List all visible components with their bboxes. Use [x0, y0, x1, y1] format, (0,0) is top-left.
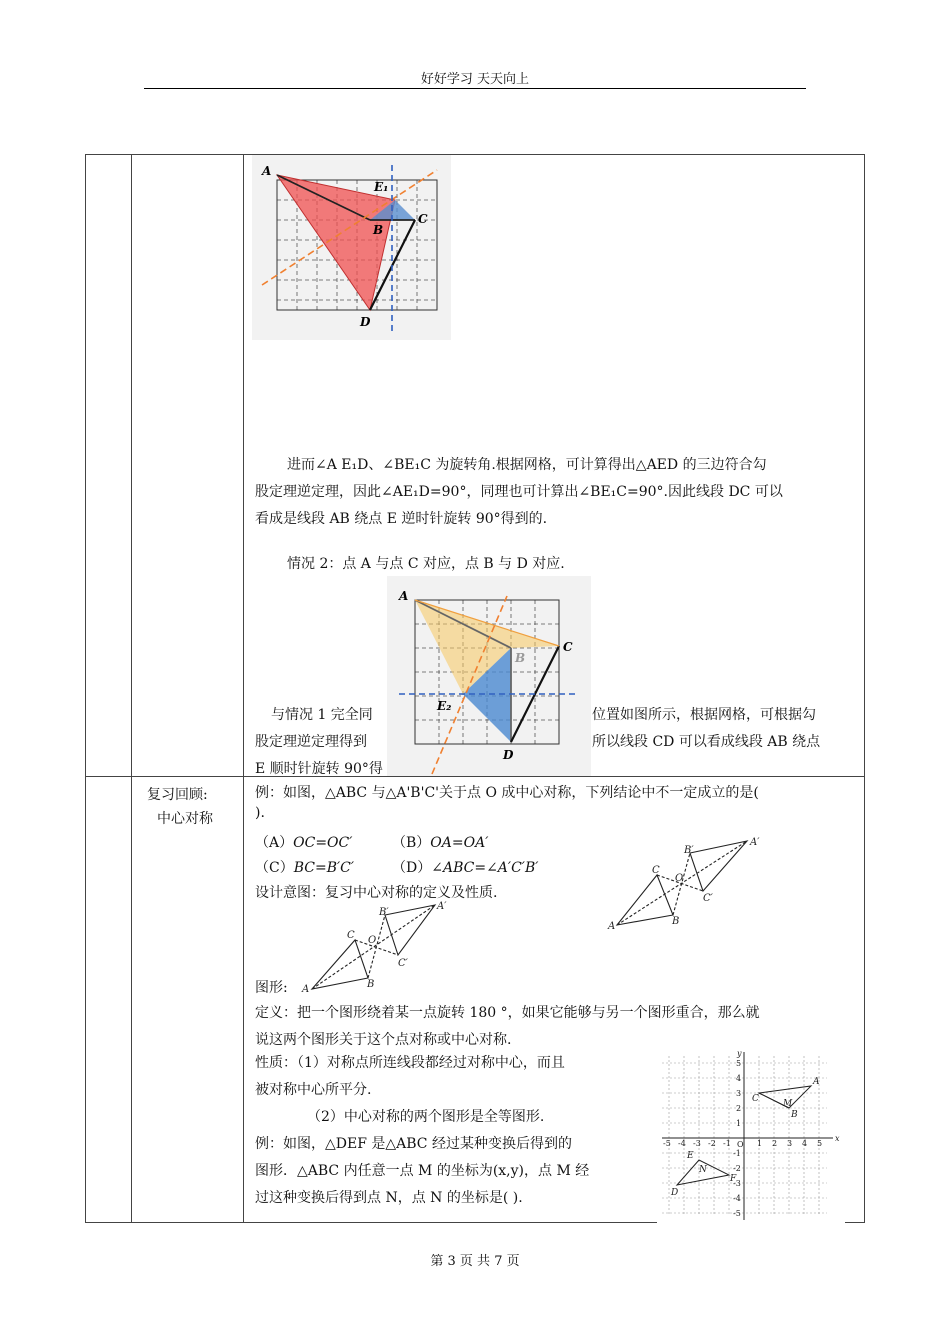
svg-text:O: O — [368, 935, 377, 946]
row-divider — [86, 776, 864, 777]
case2-text: 情况 2：点 A 与点 C 对应，点 B 与 D 对应. — [287, 556, 565, 572]
fig2-label-e2: E₂ — [437, 699, 452, 713]
property-text: 性质：（1）对称点所连线段都经过对称中心，而且 被对称中心所平分. （2）中心对称的两个图形是全等图形. 例：如图，△DEF 是△ABC 经过某种变换后得到的 图形．△ABC 内任意一点 M 的坐标为(x,y)，点 M 经 过这种变换后得到点 N，点 N 的坐标是( ). — [255, 1055, 590, 1206]
example1-question-end: ). — [255, 805, 265, 821]
fig1-label-b: B — [373, 223, 384, 237]
svg-text:-5: -5 — [733, 1209, 741, 1218]
svg-text:-1: -1 — [723, 1139, 731, 1148]
symmetry-figure-right — [600, 833, 770, 933]
svg-text:-4: -4 — [733, 1194, 741, 1203]
paragraph-rotation-angle: 进而∠A E₁D、∠BE₁C 为旋转角.根据网格，可计算得出△AED 的三边符合勾 股定理逆定理，因此∠AE₁D=90°，同理也可计算出∠BE₁C=90°.因此线段 DC 可以 看成是线段 AB 绕点 E 逆时针旋转 90°得到的. — [255, 457, 783, 527]
svg-text:A: A — [813, 1077, 820, 1087]
svg-text:y: y — [737, 1049, 742, 1058]
svg-text:A: A — [608, 921, 616, 932]
svg-text:3: 3 — [736, 1089, 742, 1098]
svg-text:B′: B′ — [684, 845, 694, 856]
svg-text:N: N — [699, 1165, 707, 1175]
rotation-figure-1 — [252, 155, 451, 340]
svg-text:O: O — [737, 1140, 744, 1149]
svg-text:-4: -4 — [678, 1139, 686, 1148]
svg-text:A′: A′ — [437, 901, 447, 912]
svg-text:-3: -3 — [693, 1139, 701, 1148]
svg-text:E: E — [687, 1151, 694, 1161]
fig1-label-e1: E₁ — [374, 180, 389, 194]
svg-text:1: 1 — [736, 1119, 742, 1128]
svg-text:4: 4 — [736, 1074, 742, 1083]
header-rule — [144, 88, 806, 89]
fig2-label-c: C — [563, 640, 573, 654]
svg-text:x: x — [835, 1134, 840, 1143]
example1-question: 例：如图，△ABC 与△A'B'C'关于点 O 成中心对称，下列结论中不一定成立的是( — [255, 785, 759, 801]
col-divider-2 — [243, 155, 244, 1222]
symmetry-figure-left — [300, 900, 460, 995]
svg-text:5: 5 — [817, 1139, 823, 1148]
svg-text:C′: C′ — [703, 893, 713, 904]
svg-text:B: B — [367, 979, 375, 990]
fig2-label-b: B — [515, 651, 526, 665]
svg-text:C: C — [752, 1094, 759, 1104]
section-label-line1: 复习回顾: — [147, 787, 208, 803]
svg-text:C′: C′ — [398, 958, 408, 969]
fig2-label-a: A — [399, 589, 409, 603]
svg-text:2: 2 — [772, 1139, 778, 1148]
svg-text:M: M — [783, 1099, 793, 1109]
paragraph-case2-right: 位置如图所示，根据网格，可根据勾 所以线段 CD 可以看成线段 AB 绕点 — [592, 707, 821, 750]
paragraph-case2-left: 与情况 1 完全同 股定理逆定理得到 E 顺时针旋转 90°得 — [255, 707, 383, 777]
fig1-label-a: A — [262, 164, 272, 178]
svg-text:O: O — [675, 873, 684, 884]
design-intent: 设计意图：复习中心对称的定义及性质. — [255, 885, 498, 901]
svg-text:5: 5 — [736, 1059, 742, 1068]
page-header: 好好学习 天天向上 — [420, 72, 530, 87]
rotation-figure-2 — [387, 576, 591, 776]
section-label-line2: 中心对称 — [157, 811, 213, 827]
option-d: （D）∠ABC=∠A′C′B′ — [392, 860, 539, 876]
fig1-label-d: D — [360, 315, 371, 329]
svg-text:-2: -2 — [708, 1139, 716, 1148]
svg-text:B: B — [672, 916, 680, 927]
svg-text:A: A — [302, 984, 310, 995]
svg-text:-3: -3 — [733, 1179, 741, 1188]
option-b: （B）OA=OA′ — [392, 835, 489, 851]
fig2-label-d: D — [503, 748, 514, 762]
svg-text:2: 2 — [736, 1104, 742, 1113]
page-footer: 第 3 页 共 7 页 — [430, 1254, 520, 1269]
svg-text:-5: -5 — [663, 1139, 671, 1148]
svg-text:D: D — [671, 1188, 679, 1198]
svg-text:3: 3 — [787, 1139, 793, 1148]
fig1-label-c: C — [418, 212, 428, 226]
svg-text:4: 4 — [802, 1139, 808, 1148]
option-c: （C）BC=B′C′ — [255, 860, 355, 876]
shape-label: 图形: — [255, 980, 288, 996]
coordinate-grid-figure — [657, 1048, 845, 1223]
svg-text:-2: -2 — [733, 1164, 741, 1173]
definition-text: 定义：把一个图形绕着某一点旋转 180 °，如果它能够与另一个图形重合，那么就 说这两个图形关于这个点对称或中心对称. — [255, 1005, 760, 1048]
svg-text:B: B — [791, 1110, 798, 1120]
option-a: （A）OC=OC′ — [255, 835, 353, 851]
svg-text:C: C — [652, 865, 660, 876]
svg-text:C: C — [347, 930, 355, 941]
svg-text:A′: A′ — [750, 837, 760, 848]
svg-text:1: 1 — [757, 1139, 763, 1148]
col-divider-1 — [131, 155, 132, 1222]
svg-text:B′: B′ — [379, 907, 389, 918]
svg-text:F: F — [730, 1174, 737, 1184]
svg-text:-1: -1 — [733, 1149, 741, 1158]
